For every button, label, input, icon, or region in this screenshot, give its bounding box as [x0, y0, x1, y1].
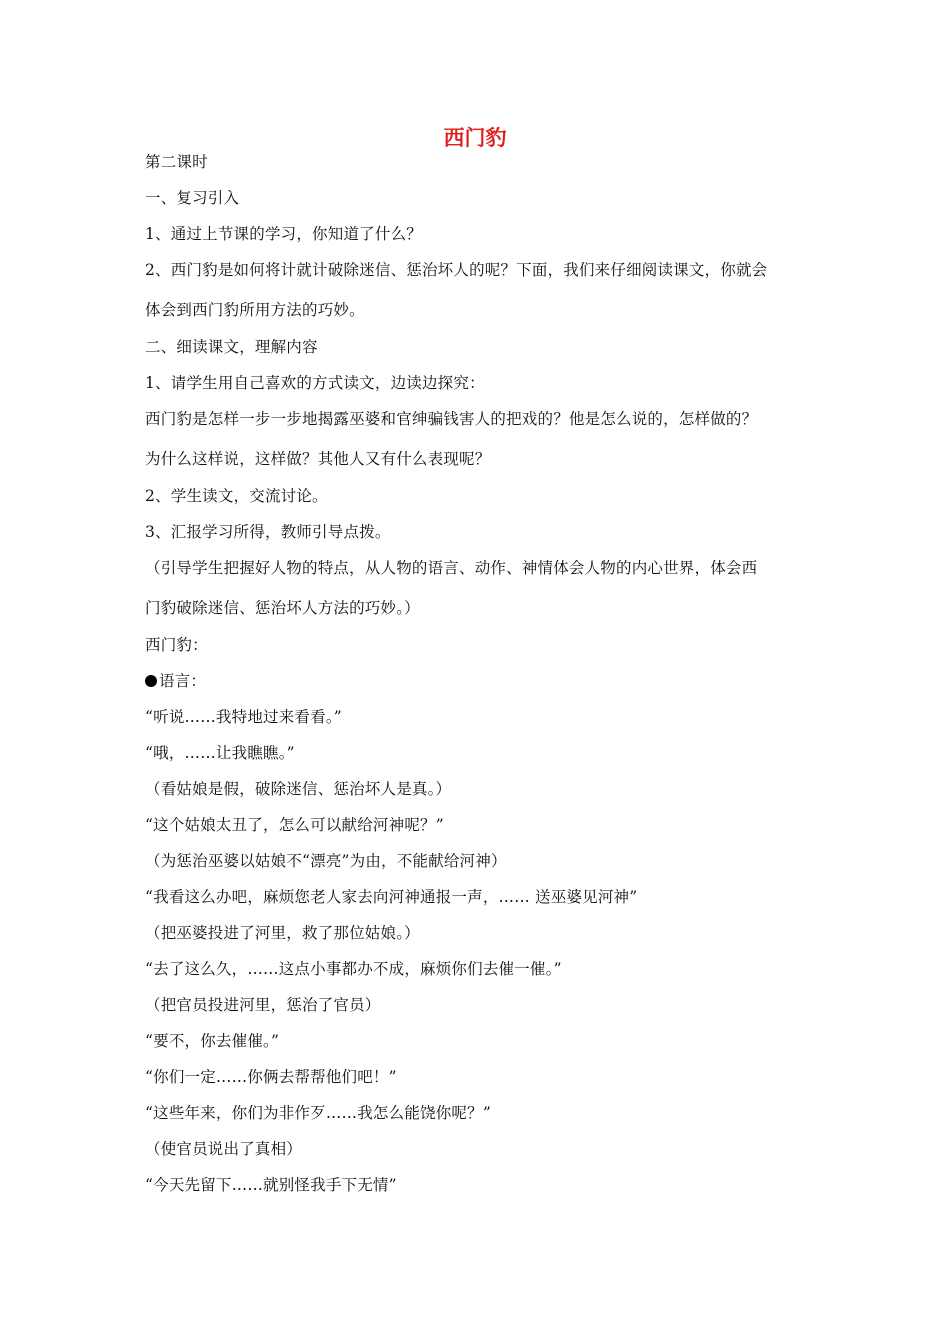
paragraph: （引导学生把握好人物的特点，从人物的语言、动作、神情体会人物的内心世界，体会西 — [145, 559, 758, 577]
bullet-label: 语言： — [159, 672, 207, 690]
section-heading-reading: 二、细读课文，理解内容 — [145, 338, 318, 356]
paragraph: 1、请学生用自己喜欢的方式读文，边读边探究： — [145, 374, 485, 392]
quote-line: “听说……我特地过来看看。” — [145, 708, 342, 726]
note-line: （为惩治巫婆以姑娘不“漂亮”为由，不能献给河神） — [145, 852, 507, 870]
quote-line: “哦，……让我瞧瞧。” — [145, 744, 295, 762]
paragraph: 2、学生读文，交流讨论。 — [145, 487, 328, 505]
paragraph: 3、汇报学习所得，教师引导点拨。 — [145, 523, 391, 541]
character-label: 西门豹： — [145, 636, 208, 654]
note-line: （使官员说出了真相） — [145, 1140, 303, 1158]
paragraph: 为什么这样说，这样做？其他人又有什么表现呢？ — [145, 450, 491, 468]
note-line: （把巫婆投进了河里，救了那位姑娘。） — [145, 924, 420, 942]
quote-line: “今天先留下……就别怪我手下无情” — [145, 1176, 397, 1194]
quote-line: “要不，你去催催。” — [145, 1032, 280, 1050]
bullet-icon — [145, 675, 157, 687]
paragraph: 1、通过上节课的学习，你知道了什么？ — [145, 225, 422, 243]
quote-line: “这个姑娘太丑了，怎么可以献给河神呢？” — [145, 816, 444, 834]
paragraph: 西门豹是怎样一步一步地揭露巫婆和官绅骗钱害人的把戏的？他是怎么说的，怎样做的？ — [145, 410, 758, 428]
paragraph: 2、西门豹是如何将计就计破除迷信、惩治坏人的呢？下面，我们来仔细阅读课文，你就会 — [145, 261, 768, 279]
quote-line: “你们一定……你俩去帮帮他们吧！” — [145, 1068, 397, 1086]
quote-line: “我看这么办吧，麻烦您老人家去向河神通报一声，…… 送巫婆见河神” — [145, 888, 638, 906]
document-title: 西门豹 — [443, 126, 507, 150]
quote-line: “去了这么久，……这点小事都办不成，麻烦你们去催一催。” — [145, 960, 562, 978]
section-heading-review: 一、复习引入 — [145, 189, 240, 207]
lesson-period: 第二课时 — [145, 153, 208, 171]
paragraph: 门豹破除迷信、惩治坏人方法的巧妙。） — [145, 599, 420, 617]
note-line: （把官员投进河里，惩治了官员） — [145, 996, 381, 1014]
quote-line: “这些年来，你们为非作歹……我怎么能饶你呢？” — [145, 1104, 491, 1122]
bullet-item — [145, 671, 206, 691]
paragraph: 体会到西门豹所用方法的巧妙。 — [145, 301, 365, 319]
note-line: （看姑娘是假，破除迷信、惩治坏人是真。） — [145, 780, 452, 798]
